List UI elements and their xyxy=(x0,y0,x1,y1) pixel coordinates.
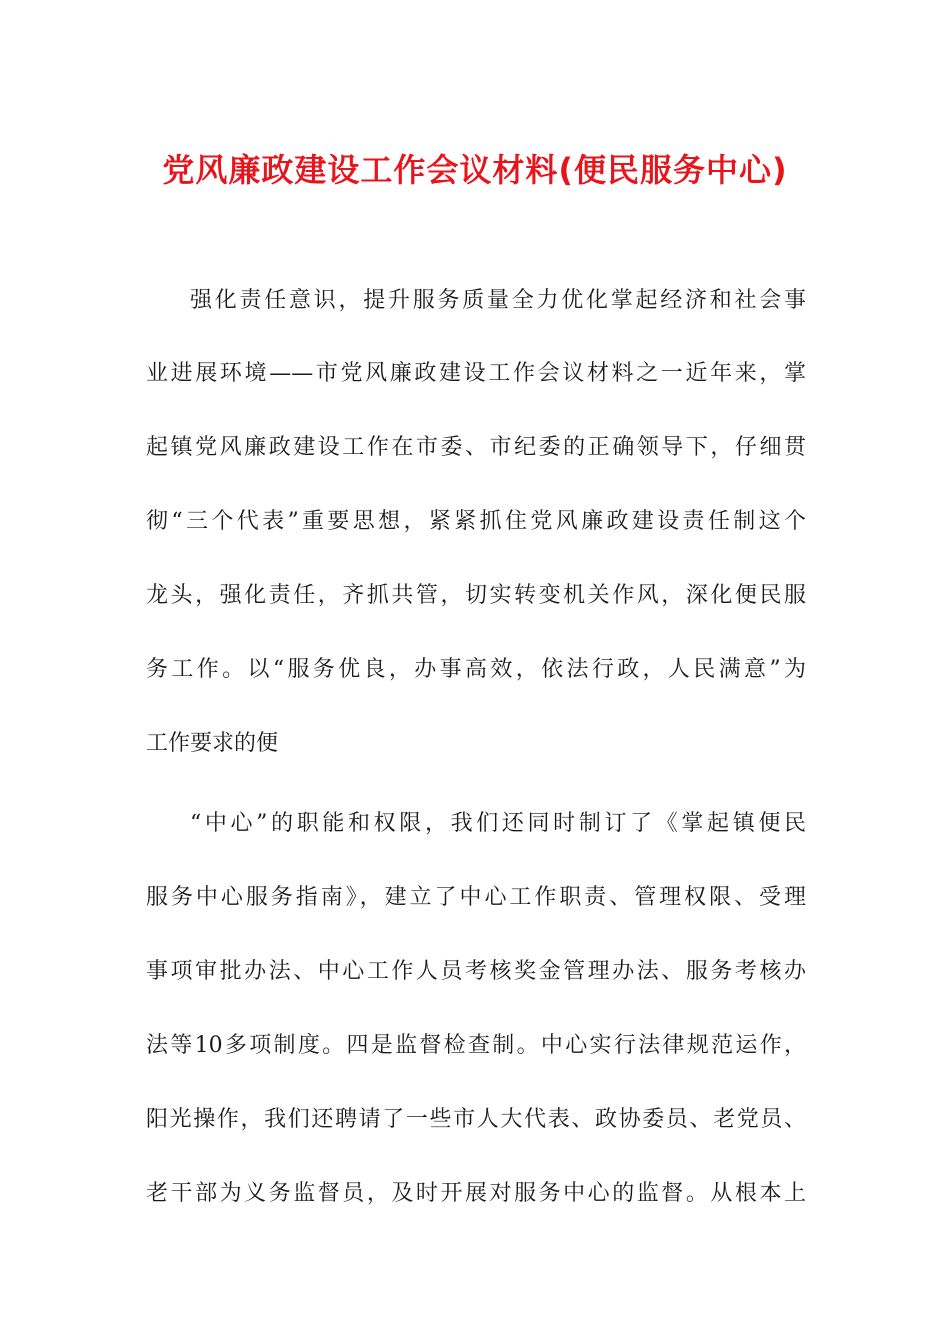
paragraph-1-line-1: 强化责任意识，提升服务质量全力优化掌起经济和社会事 xyxy=(190,288,806,313)
paragraph-2-line-3: 事项审批办法、中心工作人员考核奖金管理办法、服务考核办 xyxy=(146,959,806,984)
paragraph-2-line-5: 阳光操作，我们还聘请了一些市人大代表、政协委员、老党员、 xyxy=(146,1107,806,1132)
paragraph-2-line-4: 法等10多项制度。四是监督检查制。中心实行法律规范运作， xyxy=(146,1033,806,1058)
paragraph-1-line-3: 起镇党风廉政建设工作在市委、市纪委的正确领导下，仔细贯 xyxy=(146,435,806,460)
paragraph-2-line-1: “中心”的职能和权限，我们还同时制订了《掌起镇便民 xyxy=(190,811,806,836)
paragraph-1-line-5: 龙头，强化责任，齐抓共管，切实转变机关作风，深化便民服 xyxy=(146,583,806,608)
paragraph-2-line-2: 服务中心服务指南》，建立了中心工作职责、管理权限、受理 xyxy=(146,885,806,910)
document-title: 党风廉政建设工作会议材料(便民服务中心) xyxy=(162,151,788,189)
paragraph-1-line-2: 业进展环境——市党风廉政建设工作会议材料之一近年来，掌 xyxy=(146,361,806,386)
paragraph-1-line-6: 务工作。以“服务优良，办事高效，依法行政，人民满意”为 xyxy=(146,657,806,682)
paragraph-1-line-4: 彻“三个代表”重要思想，紧紧抓住党风廉政建设责任制这个 xyxy=(146,509,806,534)
paragraph-2-line-6: 老干部为义务监督员，及时开展对服务中心的监督。从根本上 xyxy=(146,1181,806,1206)
paragraph-1-line-7: 工作要求的便 xyxy=(146,731,279,756)
